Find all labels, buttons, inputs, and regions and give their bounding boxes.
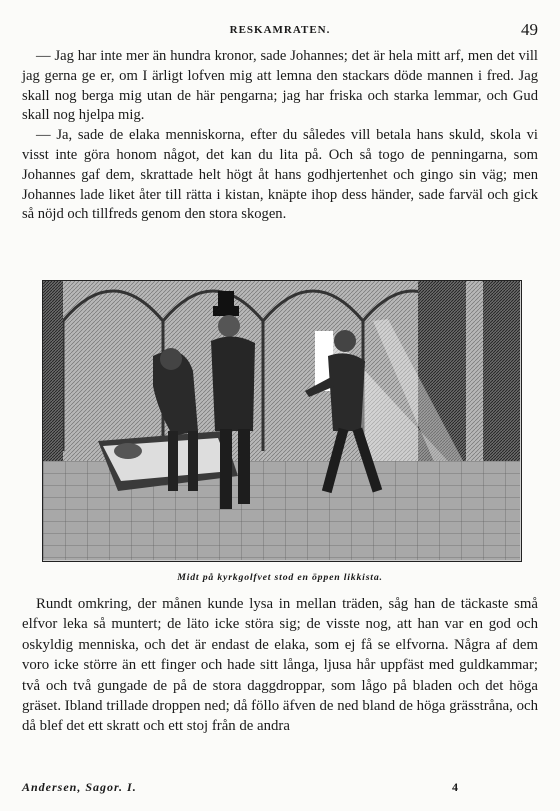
church-interior-engraving — [43, 281, 520, 560]
body-text-top — [22, 47, 538, 225]
paragraph: — Jag har inte mer än hundra kronor, sade Johannes; det är hela mitt arf, men det vill jag gerna ge er, om I ärligt lofven mig att lemna den stackars döde mannen i fred. Jag skall nog berga mig utan de här pengarna; jag har friska och starka lemmar, och Gud skall nog hjelpa mig. — [22, 48, 538, 124]
body-text-bottom — [22, 594, 538, 737]
page-number: 49 — [521, 20, 538, 39]
page-header — [22, 20, 538, 44]
paragraph: Rundt omkring, der månen kunde lysa in mellan träden, såg han de täckaste små elfvor leka så muntert; de läto icke störa sig; de visste nog, att han var en god och oskyldig menniska, och det är endast de elaka, som ej få se elfvorna. Några af dem voro icke större än ett finger och hade sitt långa, ljusa hår uppfäst med guldkammar; två och två gungade de på de stora daggdroppar, som lågo på bladen och det höga gräset. Ibland trillade droppen ned; då föllo äfven de ned bland de höga grässtråna, och då blef det ett skratt och ett stoj från de andra — [22, 596, 538, 735]
page-footer — [22, 780, 538, 796]
sheet-number: 4 — [452, 780, 458, 794]
printer-signature: Andersen, Sagor. I. — [22, 780, 137, 794]
illustration-caption: Midt på kyrkgolfvet stod en öppen likkista. — [177, 572, 383, 583]
engraving-illustration — [42, 280, 522, 562]
paragraph: — Ja, sade de elaka menniskorna, efter du således vill betala hans skuld, skola vi visst inte göra honom något, det kan du lita på. Och så togo de penningarna, som Johannes gaf dem, skrattade helt högt åt hans godhjertenhet och gingo sin väg; men Johannes lade liket åter till rätta i kistan, knäpte ihop dess händer, sade farväl och gick så nöjd och tillfreds genom den stora skogen. — [22, 127, 538, 223]
running-title: RESKAMRATEN. — [229, 24, 331, 36]
